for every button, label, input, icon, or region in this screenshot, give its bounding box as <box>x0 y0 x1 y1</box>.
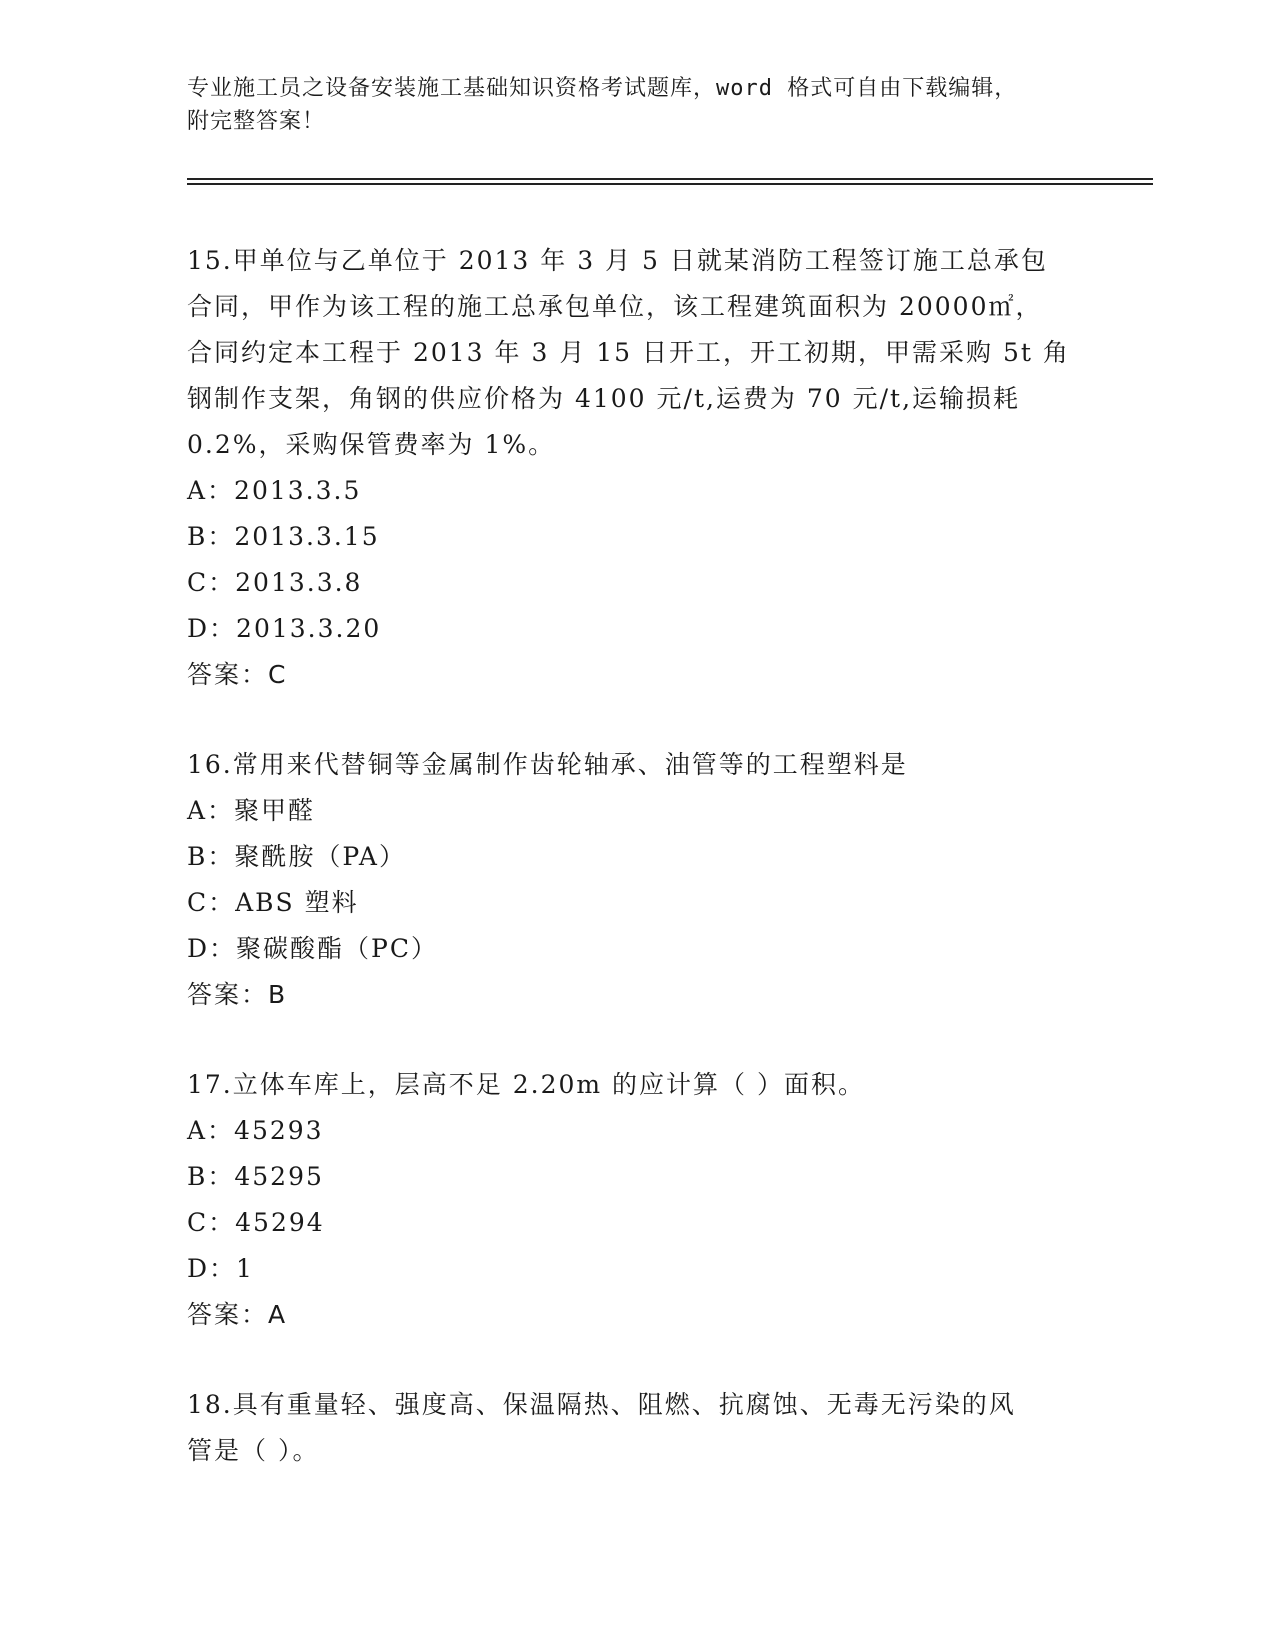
question-15 <box>187 238 1087 698</box>
header-line-2: 附完整答案！ <box>187 109 326 134</box>
option-d: D：1 <box>187 1254 254 1283</box>
question-text: 16.常用来代替铜等金属制作齿轮轴承、油管等的工程塑料是 <box>187 750 908 779</box>
option-a: A：2013.3.5 <box>187 476 362 505</box>
question-text: 15.甲单位与乙单位于 2013 年 3 月 5 日就某消防工程签订施工总承包 合同，甲作为该工程的施工总承包单位，该工程建筑面积为 20000㎡， 合同约定本工程于 2013 年 3 月 15 日开工，开工初期，甲需采购 5t 角 钢制作支架，角钢的供应价格为 4100 元/t,运费为 70 元/t,运输损耗 0.2%，采购保管费率为 1%。 <box>187 246 1070 459</box>
option-b: B：45295 <box>187 1162 324 1191</box>
option-c: C：ABS 塑料 <box>187 888 359 917</box>
option-c: C：2013.3.8 <box>187 568 363 597</box>
document-header <box>187 72 1087 138</box>
option-a: A：45293 <box>187 1116 324 1145</box>
header-divider-top <box>187 178 1153 180</box>
option-c: C：45294 <box>187 1208 325 1237</box>
question-17 <box>187 1062 1087 1338</box>
question-list <box>187 238 1087 1518</box>
question-text: 17.立体车库上，层高不足 2.20m 的应计算（ ）面积。 <box>187 1070 865 1099</box>
question-number: 17. <box>187 1070 233 1099</box>
question-number: 15. <box>187 246 233 275</box>
question-text: 18.具有重量轻、强度高、保温隔热、阻燃、抗腐蚀、无毒无污染的风 管是（ ）。 <box>187 1390 1016 1465</box>
question-16 <box>187 742 1087 1018</box>
answer: 答案：C <box>187 660 288 689</box>
question-18 <box>187 1382 1087 1474</box>
option-b: B：聚酰胺（PA） <box>187 842 406 871</box>
header-divider-bottom <box>187 183 1153 185</box>
option-d: D：2013.3.20 <box>187 614 382 643</box>
question-number: 16. <box>187 750 233 779</box>
option-b: B：2013.3.15 <box>187 522 380 551</box>
answer: 答案：B <box>187 980 288 1009</box>
answer: 答案：A <box>187 1300 288 1329</box>
question-number: 18. <box>187 1390 233 1419</box>
option-a: A：聚甲醛 <box>187 796 316 825</box>
option-d: D：聚碳酸酯（PC） <box>187 934 438 963</box>
header-line-1: 专业施工员之设备安装施工基础知识资格考试题库，word 格式可自由下载编辑， <box>187 76 1018 101</box>
